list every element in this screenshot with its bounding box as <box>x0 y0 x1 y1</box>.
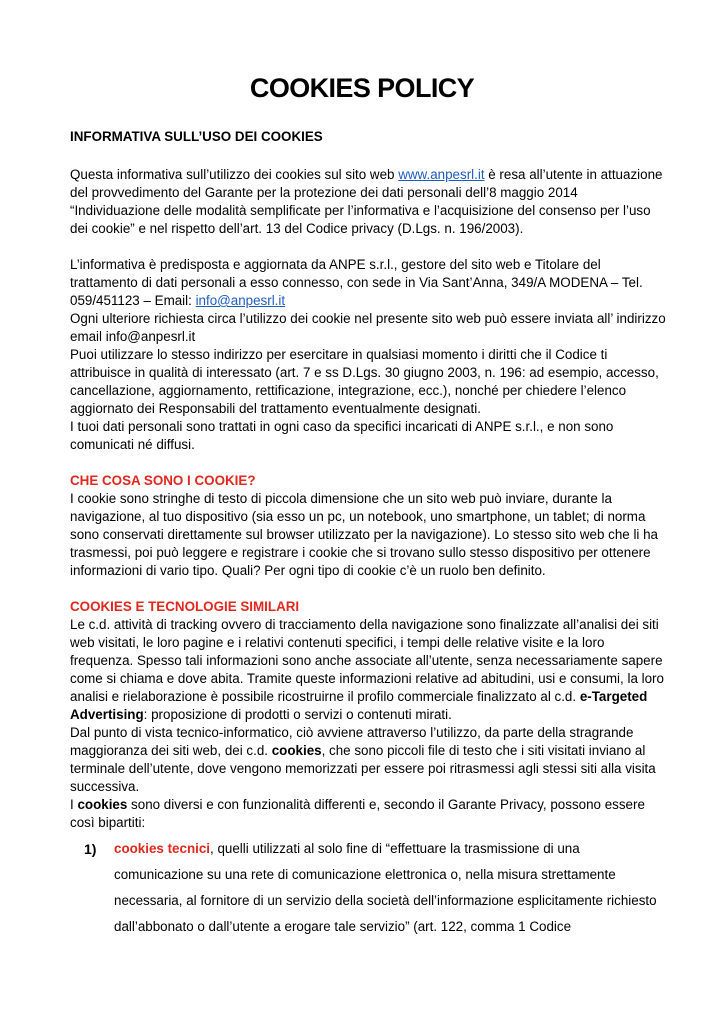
text-span: Dal punto di vista tecnico-informatico, ciò avviene attraverso l’utilizzo, da parte della stragrande maggioranza dei siti web, dei c.d. <box>70 725 634 758</box>
paragraph-owner <box>70 256 670 310</box>
email-link[interactable]: info@anpesrl.it <box>195 293 286 308</box>
document-body <box>70 128 670 940</box>
page-title: COOKIES POLICY <box>249 73 475 103</box>
paragraph-data-handling: I tuoi dati personali sono trattati in ogni caso da specifici incaricati di ANPE s.r.l., e non sono comunicati né diffusi. <box>70 419 614 452</box>
text-span: è resa all’utente in attuazione del provvedimento del Garante per la protezione dei dati personali dell’8 maggio 2014 “Individuazione delle modalità semplificate per l’informativa e l’acquisizione del consenso per l’uso dei cookie” e nel rispetto dell’art. 13 del Codice privacy (D.Lgs. n. 196/2003). <box>70 167 663 236</box>
text-span: Questa informativa sull’utilizzo dei cookies sul sito web <box>70 167 399 182</box>
paragraph-technical <box>70 724 670 796</box>
text-span: sono diversi e con funzionalità differenti e, secondo il Garante Privacy, possono essere così bipartiti: <box>70 797 645 830</box>
website-link[interactable]: www.anpesrl.it <box>398 167 485 182</box>
bold-term: cookies <box>271 743 322 758</box>
list-number: 1) <box>84 841 97 857</box>
paragraph-types <box>70 796 670 832</box>
paragraph-rights: Puoi utilizzare lo stesso indirizzo per esercitare in qualsiasi momento i diritti che il Codice ti attribuisce in qualità di interessato (art. 7 e ss D.Lgs. 30 giugno 2003, n. 196: ad esempio, accesso, cancellazione, aggiornamento, rettificazione, integrazione, ecc.), nonché per chiedere l’elenco aggiornato dei Responsabili del trattamento eventualmente designati. <box>70 347 659 416</box>
text-span: I <box>70 797 78 812</box>
list-item <box>70 836 670 940</box>
text-span: , che sono piccoli file di testo che i siti visitati inviano al terminale dell’utente, dove vengono memorizzati per essere poi ritrasmessi agli stessi siti alla visita successiva. <box>70 743 656 794</box>
list-text: , quelli utilizzati al solo fine di “effettuare la trasmissione di una comunicazione su una rete di comunicazione elettronica o, nella misura strettamente necessaria, al fornitore di un servizio della società dell’informazione esplicitamente richiesto dall’abbonato o dall’utente a erogare tale servizio” (art. 122, comma 1 Codice <box>114 841 657 934</box>
text-span: L’informativa è predisposta e aggiornata da ANPE s.r.l., gestore del sito web e Titolare del trattamento di dati personali a esso connesso, con sede in Via Sant’Anna, 349/A MODENA – Tel. 059/451123 – Email: <box>70 257 643 308</box>
paragraph-intro <box>70 166 670 238</box>
section-heading-cookie: CHE COSA SONO I COOKIE? <box>70 473 256 488</box>
paragraph-requests: Ogni ulteriore richiesta circa l’utilizzo dei cookie nel presente sito web può essere inviata all’ indirizzo email info@anpesrl.it <box>70 311 666 344</box>
section-heading-tech: COOKIES E TECNOLOGIE SIMILARI <box>70 599 300 614</box>
paragraph-cookie-definition: I cookie sono stringhe di testo di piccola dimensione che un sito web può inviare, durante la navigazione, al tuo dispositivo (sia esso un pc, un notebook, uno smartphone, un tablet; di norma sono conservati direttamente sul browser utilizzato per la navigazione). Lo stesso sito web che li ha trasmessi, poi può leggere e registrare i cookie che si trovano sullo stesso dispositivo per ottenere informazioni di vario tipo. Quali? Per ogni tipo di cookie c’è un ruolo ben definito. <box>70 491 659 578</box>
list-term: cookies tecnici <box>114 841 211 856</box>
bold-term: e-Targeted Advertising <box>70 689 648 722</box>
text-span: Le c.d. attività di tracking ovvero di tracciamento della navigazione sono finalizzate all’analisi dei siti web visitati, le loro pagine e i relativi contenuti specifici, i tempi delle relative visite e la loro frequenza. Spesso tali informazioni sono anche associate all’utente, senza necessariamente sapere come si chiama e dove abita. Tramite queste informazioni relative ad abitudini, usi e consumi, la loro analisi e rielaborazione è possibile ricostruirne il profilo commerciale finalizzato al c.d. <box>70 617 664 704</box>
paragraph-tracking <box>70 616 670 724</box>
section-heading-informativa: INFORMATIVA SULL’USO DEI COOKIES <box>70 129 323 144</box>
text-span: : proposizione di prodotti o servizi o contenuti mirati. <box>143 707 452 722</box>
bold-term: cookies <box>77 797 128 812</box>
